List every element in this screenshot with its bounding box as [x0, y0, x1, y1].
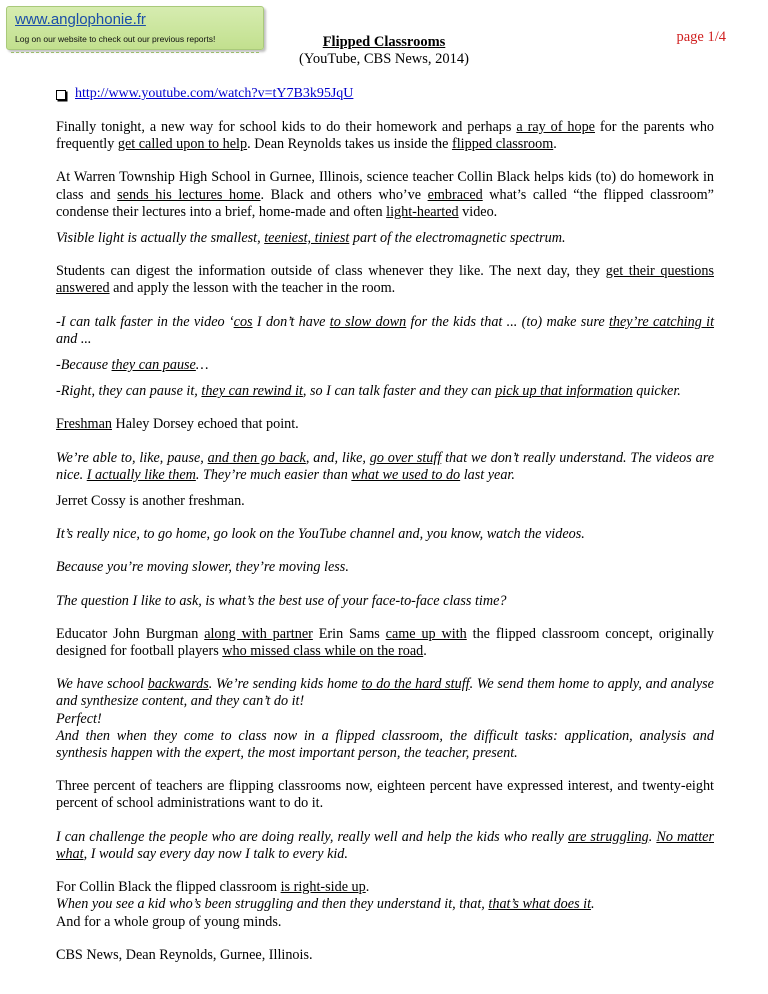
text-span: And for a whole group of young minds. [56, 913, 282, 930]
vocab-term: who missed class while on the road [222, 643, 424, 660]
page-number: page 1/4 [676, 29, 726, 45]
vocab-term: they can rewind it [201, 383, 303, 400]
site-tagline: Log on our website to check out our previous reports! [15, 34, 216, 44]
text-span: For Collin Black the flipped classroom [56, 879, 281, 896]
vocab-term: cos [233, 313, 253, 330]
quote-talk-faster [56, 314, 714, 348]
quote-youtube: It’s really nice, to go home, go look on the YouTube channel and, you know, watch the videos. [56, 526, 585, 543]
video-link[interactable]: http://www.youtube.com/watch?v=tY7B3k95JqU [75, 86, 354, 101]
vocab-term: came up with [385, 625, 467, 642]
vocab-term: they’re catching it [608, 313, 715, 330]
vocab-term: light-hearted [386, 203, 459, 220]
text-span: Erin Sams [312, 625, 386, 642]
text-span: . They’re much easier than [195, 466, 352, 483]
text-span: When you see a kid who’s been struggling and then they understand it, that, [56, 896, 489, 913]
vocab-term: to slow down [329, 313, 407, 330]
vocab-term: are struggling [568, 828, 649, 845]
vocab-term: flipped classroom [452, 136, 554, 153]
vocab-term: Freshman [56, 416, 112, 433]
text-span: Finally tonight, a new way for school kids to do their homework and perhaps [56, 119, 517, 135]
text-span: , and, like, [305, 449, 370, 466]
paragraph-freshman [56, 416, 714, 433]
quote-moving-slower: Because you’re moving slower, they’re moving less. [56, 559, 349, 576]
vocab-term: they can pause [111, 357, 196, 374]
text-span: that we don’t really understand. The videos are nice. [56, 449, 715, 483]
text-span: Visible light is actually the smallest, [56, 230, 265, 247]
vocab-term: No matter what [56, 828, 714, 862]
sign-off: CBS News, Dean Reynolds, Gurnee, Illinois. [56, 946, 313, 963]
text-span: -I can talk faster in the video ‘ [56, 313, 234, 330]
quote-visible-light [56, 230, 714, 247]
paragraph-statistics: Three percent of teachers are flipping classrooms now, eighteen percent have expressed interest, and twenty-eight percent of school administrations want to do it. [56, 778, 714, 812]
text-span: video. [458, 203, 498, 220]
text-span: . Black and others who’ve [260, 186, 428, 203]
text-span: quicker. [632, 383, 681, 400]
text-span: Educator John Burgman [56, 625, 205, 642]
document-title: Flipped Classrooms [322, 34, 446, 50]
paragraph-intro [56, 119, 714, 153]
text-span: . We send them home to apply, and analyse and synthesize content, and they can’t do it! [56, 676, 714, 710]
text-span: , I would say every day now I talk to every kid. [83, 845, 348, 862]
text-span: And then when they come to class now in a flipped classroom, the difficult tasks: application, analysis and synthesis happen with the expert, the most important person, the teacher, present. [56, 727, 714, 762]
text-span: . [553, 136, 557, 153]
quote-pause [56, 357, 714, 374]
vocab-term: pick up that information [495, 383, 633, 400]
text-span: . [365, 879, 370, 896]
vocab-term: and then go back [207, 449, 306, 466]
paragraph-educator [56, 626, 714, 660]
vocab-term: is right-side up [280, 879, 366, 896]
vocab-term: that’s what does it [488, 896, 592, 913]
text-span: -Right, they can pause it, [56, 383, 202, 400]
text-span: Students can digest the information outside of class whenever they like. The next day, they [56, 263, 606, 280]
quote-challenge [56, 829, 714, 863]
text-span: … [195, 357, 209, 374]
text-span: We have school [56, 676, 148, 693]
vocab-term: get their questions answered [56, 263, 714, 297]
text-span: for the kids that ... (to) make sure [406, 313, 609, 330]
text-span: Haley Dorsey echoed that point. [111, 416, 299, 433]
text-span: . We’re sending kids home [208, 676, 362, 693]
text-span: -Because [56, 357, 112, 374]
quote-question: The question I like to ask, is what’s the best use of your face-to-face class time? [56, 592, 507, 609]
text-span: . [648, 828, 657, 845]
text-span: , so I can talk faster and they can [302, 383, 496, 400]
text-span: Perfect! [56, 710, 102, 727]
text-span: At Warren Township High School in Gurnee, Illinois, science teacher Collin Black helps kids (to) do homework in class and [56, 169, 714, 203]
text-span: last year. [460, 466, 515, 483]
text-span: . Dean Reynolds takes us inside the [247, 136, 452, 153]
vocab-term: teeniest, tiniest [264, 230, 350, 247]
text-span: part of the electromagnetic spectrum. [349, 230, 566, 247]
paragraph-students [56, 263, 714, 297]
vocab-term: what we used to do [351, 466, 461, 483]
vocab-term: I actually like them [86, 466, 196, 483]
text-span: I don’t have [252, 313, 330, 330]
quote-struggling [56, 896, 595, 912]
text-span: . [423, 643, 427, 660]
quote-rewind [56, 383, 714, 400]
vocab-term: to do the hard stuff [361, 676, 470, 693]
vocab-term: go over stuff [369, 449, 442, 466]
transcript-body [56, 119, 714, 973]
vocab-term: embraced [427, 186, 483, 203]
site-link[interactable]: www.anglophonie.fr [15, 11, 146, 28]
text-span: and ... [56, 330, 92, 347]
vocab-term: get called upon to help [117, 136, 248, 153]
text-span: for the parents who frequently [56, 119, 715, 153]
quote-backwards [56, 676, 714, 762]
document-source: (YouTube, CBS News, 2014) [298, 51, 469, 67]
text-span: . [591, 896, 595, 913]
vocab-term: sends his lectures home [117, 186, 261, 203]
vocab-term: backwards [147, 676, 209, 693]
text-span: I can challenge the people who are doing really, really well and help the kids who really [56, 828, 569, 845]
text-span: what’s called “the flipped classroom” condense their lectures into a brief, home-made and often [56, 186, 714, 220]
paragraph-conclusion [56, 879, 714, 931]
text-span: We’re able to, like, pause, [56, 449, 208, 466]
vocab-term: along with partner [204, 625, 313, 642]
quote-haley [56, 450, 714, 484]
paragraph-warren [56, 169, 714, 221]
checkbox-icon [56, 90, 66, 100]
text-span: and apply the lesson with the teacher in the room. [109, 280, 396, 297]
text-span: the flipped classroom concept, originally designed for football players [56, 625, 714, 660]
video-link-row [56, 86, 353, 102]
vocab-term: a ray of hope [516, 119, 595, 135]
paragraph-jerret: Jerret Cossy is another freshman. [56, 493, 245, 510]
